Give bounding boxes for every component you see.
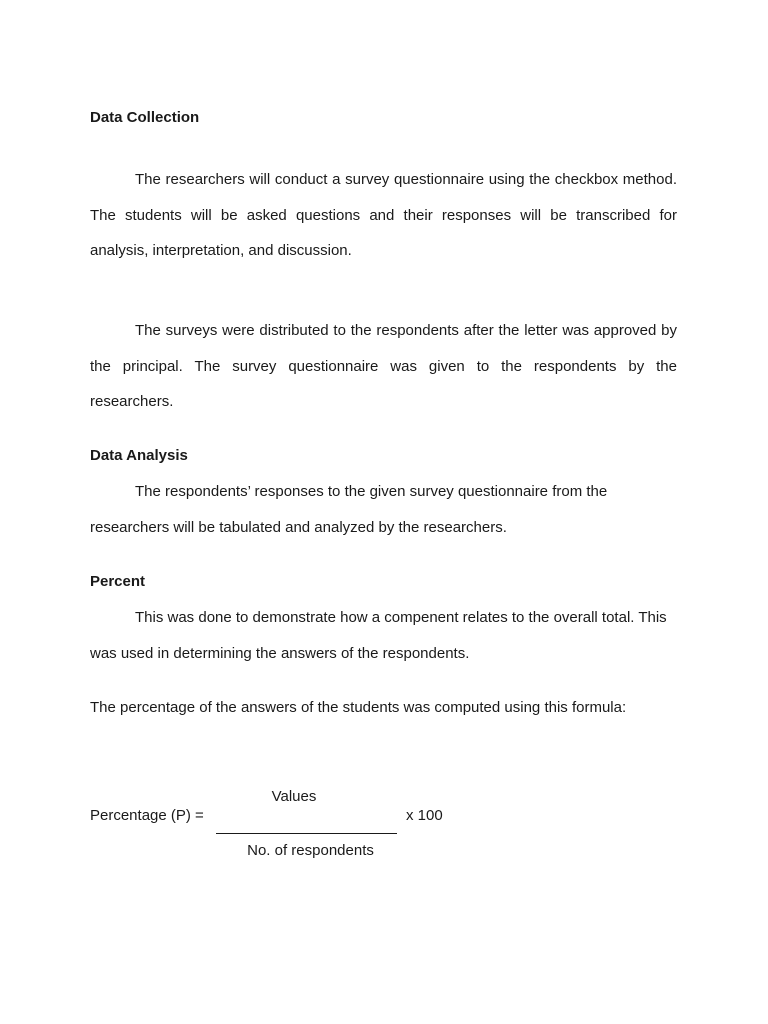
- formula-multiplier: x 100: [406, 807, 443, 824]
- percent-paragraph: This was done to demonstrate how a compenent relates to the overall total. This was used in determining the answers of the respondents.: [90, 609, 667, 662]
- formula-intro: The percentage of the answers of the students was computed using this formula:: [90, 699, 627, 716]
- data-collection-paragraph-1: The researchers will conduct a survey questionnaire using the checkbox method. The students will be asked questions and their responses will be transcribed for analysis, interpretation, and discussion.: [90, 171, 677, 259]
- formula-label: Percentage (P) =: [90, 807, 204, 824]
- data-collection-heading: Data Collection: [90, 109, 200, 126]
- data-collection-paragraph-2: The surveys were distributed to the respondents after the letter was approved by the principal. The survey questionnaire was given to the respondents by the researchers.: [90, 322, 677, 410]
- data-analysis-paragraph: The respondents’ responses to the given survey questionnaire from the researchers will be tabulated and analyzed by the researchers.: [90, 483, 608, 536]
- percent-heading: Percent: [90, 573, 146, 590]
- formula-numerator: Values: [271, 788, 317, 805]
- data-analysis-heading: Data Analysis: [90, 447, 188, 464]
- fraction-bar: [216, 833, 397, 834]
- formula-denominator: No. of respondents: [247, 842, 374, 859]
